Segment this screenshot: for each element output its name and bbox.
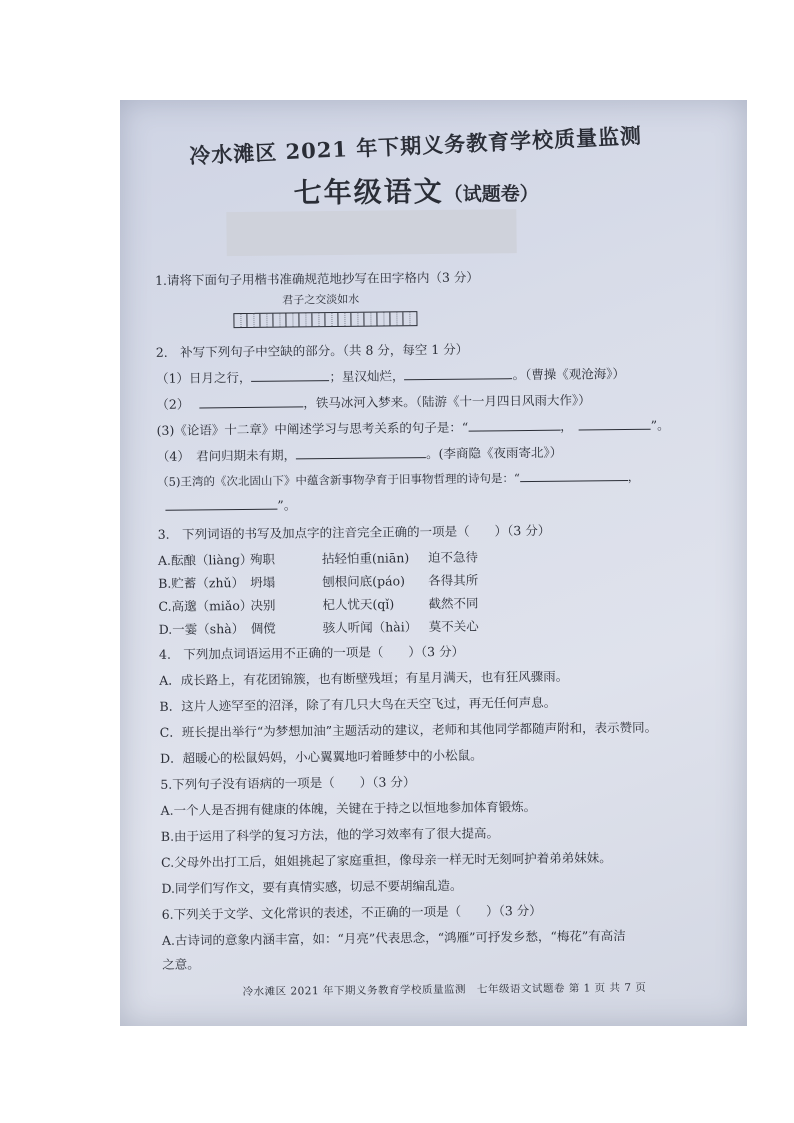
q6-option-a-line2: 之意。 xyxy=(162,956,200,972)
exam-title: 冷水滩区 2021 年下期义务教育学校质量监测 xyxy=(188,122,643,169)
grid-cell[interactable] xyxy=(338,313,351,326)
q2-line-3-c: ”。 xyxy=(650,417,670,433)
q2-line-5-b: ， xyxy=(627,469,640,484)
grid-cell[interactable] xyxy=(325,313,338,326)
q6-option-a-line1: A.古诗词的意象内涵丰富，如：“月亮”代表思念，“鸿雁”可抒发乡愁，“梅花”有高洁 xyxy=(161,928,626,948)
q1-prompt: 1.请将下面句子用楷书准确规范地抄写在田字格内（3 分） xyxy=(154,269,479,288)
grid-cell[interactable] xyxy=(403,312,416,325)
q3-option-cell: 截然不同 xyxy=(428,595,479,612)
grid-cell[interactable] xyxy=(351,313,364,326)
q3-option-cell: C.高邈（miǎo） xyxy=(158,597,253,614)
q4-option-b: B．这片人迹罕至的沼泽，除了有几只大鸟在天空飞过，再无任何声息。 xyxy=(159,694,557,714)
grid-cell[interactable] xyxy=(273,314,286,327)
subject-label: 七年级语文 xyxy=(293,174,444,210)
q3-option-cell: 莫不关心 xyxy=(428,618,479,635)
redacted-block xyxy=(226,209,516,256)
answer-blank[interactable] xyxy=(165,497,277,511)
q3-option-cell: 拈轻怕重(niān) xyxy=(321,550,410,567)
q2-line-5-a: （5)王湾的《次北固山下》中蕴含新事物孕育于旧事物哲理的诗句是：“ xyxy=(157,471,520,489)
q2-line-3-b: ， xyxy=(560,418,573,434)
q3-option-cell: 各得其所 xyxy=(428,572,479,589)
q4-option-d: D．超暖心的松鼠妈妈，小心翼翼地叼着睡梦中的小松鼠。 xyxy=(159,747,483,766)
q3-prompt: 3. 下列词语的书写及加点字的注音完全正确的一项是（ ）（3 分） xyxy=(157,522,551,542)
tian-grid[interactable] xyxy=(233,311,417,328)
q1-sentence: 君子之交淡如水 xyxy=(282,292,360,307)
q5-option-c: C.父母外出打工后，姐姐挑起了家庭重担，像母亲一样无时无刻呵护着弟弟妹妹。 xyxy=(161,850,612,870)
q3-option-cell: A.酝酿（liàng） xyxy=(157,551,253,568)
q2-prompt: 2. 补写下列句子中空缺的部分。（共 8 分，每空 1 分） xyxy=(155,341,469,360)
answer-blank[interactable] xyxy=(468,418,560,432)
q3-option-cell: 决别 xyxy=(250,597,276,613)
q3-option-cell: D.一霎（shà） xyxy=(158,620,245,637)
q2-line-5 xyxy=(157,468,639,490)
answer-blank[interactable] xyxy=(251,368,329,382)
q3-option-cell: 迫不急待 xyxy=(427,549,479,566)
q3-option-cell: 骇人听闻（hài） xyxy=(322,619,418,636)
q2-line-3-a: (3)《论语》十二章》中阐述学习与思考关系的句子是：“ xyxy=(156,419,469,438)
q2-line-6 xyxy=(157,495,296,514)
q4-option-c: C．班长提出举行“为梦想加油”主题活动的建议，老师和其他同学都随声附和，表示赞同。 xyxy=(159,719,658,740)
q6-prompt: 6.下列关于文学、文化常识的表述，不正确的一项是（ ）（3 分） xyxy=(161,902,542,922)
q3-option-cell: 刨根问底(páo) xyxy=(322,573,405,590)
grid-cell[interactable] xyxy=(247,314,260,327)
q3-option-cell: 坍塌 xyxy=(250,574,276,590)
q2-line-2 xyxy=(156,390,591,413)
q2-line-4-a: （4） 君问归期未有期， xyxy=(156,447,297,464)
q2-line-4 xyxy=(157,443,563,465)
q4-option-a: A．成长路上，有花团锦簇，也有断壁残垣；有星月满天，也有狂风骤雨。 xyxy=(159,668,569,688)
grid-cell[interactable] xyxy=(260,314,273,327)
grid-cell[interactable] xyxy=(377,312,390,325)
q2-line-1-a: （1）日月之行， xyxy=(155,369,252,386)
q4-prompt: 4. 下列加点词语运用不正确的一项是（ ）（3 分） xyxy=(158,643,465,662)
q3-option-cell: 倜傥 xyxy=(250,620,276,636)
exam-subtitle xyxy=(176,168,656,213)
grid-cell[interactable] xyxy=(390,312,403,325)
answer-blank[interactable] xyxy=(199,394,303,408)
answer-blank[interactable] xyxy=(404,366,512,380)
grid-cell[interactable] xyxy=(234,314,247,327)
answer-blank[interactable] xyxy=(579,417,651,431)
q5-option-b: B.由于运用了科学的复习方法，他的学习效率有了很大提高。 xyxy=(160,825,500,844)
q2-line-5-c: ”。 xyxy=(277,497,297,513)
grid-cell[interactable] xyxy=(286,313,299,326)
answer-blank[interactable] xyxy=(520,468,628,482)
q5-option-a: A.一个人是否拥有健康的体魄，关键在于持之以恒地参加体育锻炼。 xyxy=(160,798,537,818)
q5-prompt: 5.下列句子没有语病的一项是（ ）（3 分） xyxy=(160,774,416,792)
q5-option-d: D.同学们写作文，要有真情实感，切忌不要胡编乱造。 xyxy=(161,877,463,896)
q3-option-cell: 殉职 xyxy=(249,551,276,567)
paper-type-label: （试题卷） xyxy=(443,182,539,206)
grid-cell[interactable] xyxy=(312,313,325,326)
grid-cell[interactable] xyxy=(299,313,312,326)
q2-line-3 xyxy=(156,416,669,439)
q2-line-4-b: 。(李商隐《夜雨寄北》） xyxy=(425,444,563,462)
exam-sheet xyxy=(120,100,747,1026)
q3-option-cell: B.贮蓄（zhǔ） xyxy=(158,574,245,591)
q2-line-2-a: （2） xyxy=(156,396,190,412)
grid-cell[interactable] xyxy=(364,313,377,326)
answer-blank[interactable] xyxy=(296,445,426,459)
q2-line-1-b: ；星汉灿烂， xyxy=(329,368,405,385)
q2-line-1 xyxy=(156,364,625,387)
photo-frame xyxy=(120,100,747,1026)
page-footer: 冷水滩区 2021 年下期义务教育学校质量监测 七年级语文试题卷 第 1 页 共 7 页 xyxy=(242,981,647,999)
q2-line-1-c: 。（曹操《观沧海》） xyxy=(512,365,626,383)
q2-line-2-b: ，铁马冰河入梦来。（陆游《十一月四日风雨大作》） xyxy=(303,392,591,411)
q3-option-cell: 杞人忧天(qǐ) xyxy=(322,596,395,613)
